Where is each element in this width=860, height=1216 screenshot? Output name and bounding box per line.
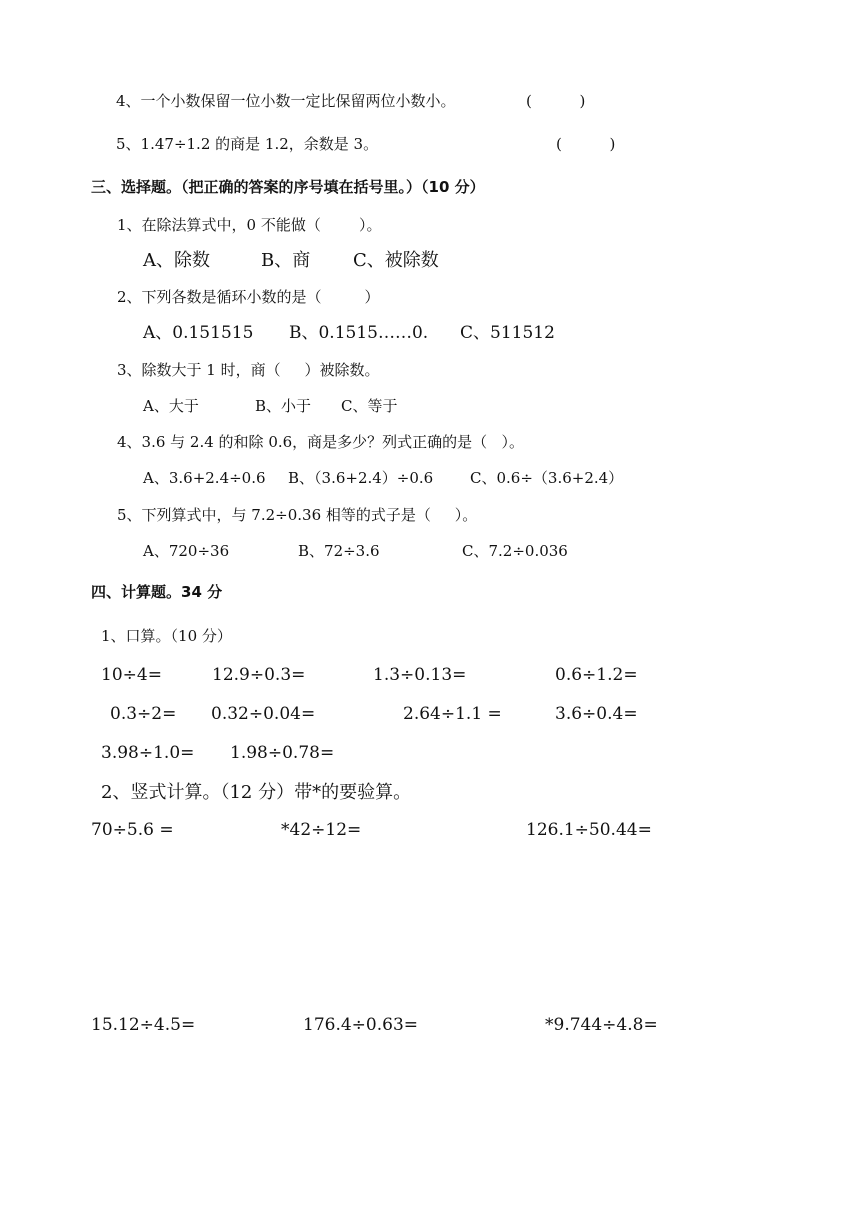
option-a[interactable]: A、大于 [143, 397, 199, 415]
option-b[interactable]: B、商 [261, 250, 311, 271]
oral-problem: 10÷4= [101, 665, 162, 685]
option-a[interactable]: A、3.6+2.4÷0.6 [143, 469, 266, 487]
option-a[interactable]: A、除数 [143, 250, 210, 271]
subsection-title: 2、竖式计算。（12 分）带*的要验算。 [101, 782, 412, 803]
section-title: 四、计算题。34 分 [91, 583, 223, 601]
oral-problem: 1.3÷0.13= [373, 665, 467, 685]
question-stem: 1、在除法算式中，0 不能做（ ）。 [117, 216, 382, 234]
option-c[interactable]: C、被除数 [353, 250, 439, 271]
question-stem: 2、下列各数是循环小数的是（ ） [117, 288, 380, 306]
answer-blank[interactable]: ( ) [526, 92, 586, 110]
subsection-title: 1、口算。（10 分） [101, 627, 232, 645]
option-b[interactable]: B、72÷3.6 [298, 542, 380, 560]
question-stem: 5、下列算式中，与 7.2÷0.36 相等的式子是（ ）。 [117, 506, 478, 524]
oral-problem: 2.64÷1.1 = [403, 704, 502, 724]
oral-problem: 3.98÷1.0= [101, 743, 195, 763]
question-stem: 4、3.6 与 2.4 的和除 0.6，商是多少？列式正确的是（ ）。 [117, 433, 524, 451]
section-title: 三、选择题。（把正确的答案的序号填在括号里。）（10 分） [91, 178, 485, 196]
option-b[interactable]: B、0.1515……0. [289, 323, 429, 343]
option-c[interactable]: C、等于 [341, 397, 398, 415]
vertical-problem: 70÷5.6 = [91, 820, 174, 840]
option-c[interactable]: C、7.2÷0.036 [462, 542, 568, 560]
option-c[interactable]: C、511512 [460, 323, 555, 343]
vertical-problem: 15.12÷4.5= [91, 1015, 196, 1035]
answer-blank[interactable]: ( ) [556, 135, 616, 153]
oral-problem: 1.98÷0.78= [230, 743, 335, 763]
oral-problem: 12.9÷0.3= [212, 665, 306, 685]
oral-problem: 0.32÷0.04= [211, 704, 316, 724]
option-a[interactable]: A、0.151515 [143, 323, 254, 343]
option-b[interactable]: B、小于 [255, 397, 312, 415]
oral-problem: 0.3÷2= [110, 704, 177, 724]
judgement-q5: 5、1.47÷1.2 的商是 1.2，余数是 3。 [116, 135, 379, 153]
vertical-problem: 126.1÷50.44= [526, 820, 652, 840]
question-stem: 3、除数大于 1 时，商（ ）被除数。 [117, 361, 380, 379]
option-c[interactable]: C、0.6÷（3.6+2.4） [470, 469, 624, 487]
option-a[interactable]: A、720÷36 [143, 542, 230, 560]
vertical-problem: *9.744÷4.8= [545, 1015, 658, 1035]
oral-problem: 0.6÷1.2= [555, 665, 638, 685]
option-b[interactable]: B、（3.6+2.4）÷0.6 [288, 469, 434, 487]
vertical-problem: *42÷12= [281, 820, 362, 840]
oral-problem: 3.6÷0.4= [555, 704, 638, 724]
vertical-problem: 176.4÷0.63= [303, 1015, 419, 1035]
judgement-q4: 4、一个小数保留一位小数一定比保留两位小数小。 [116, 92, 456, 110]
